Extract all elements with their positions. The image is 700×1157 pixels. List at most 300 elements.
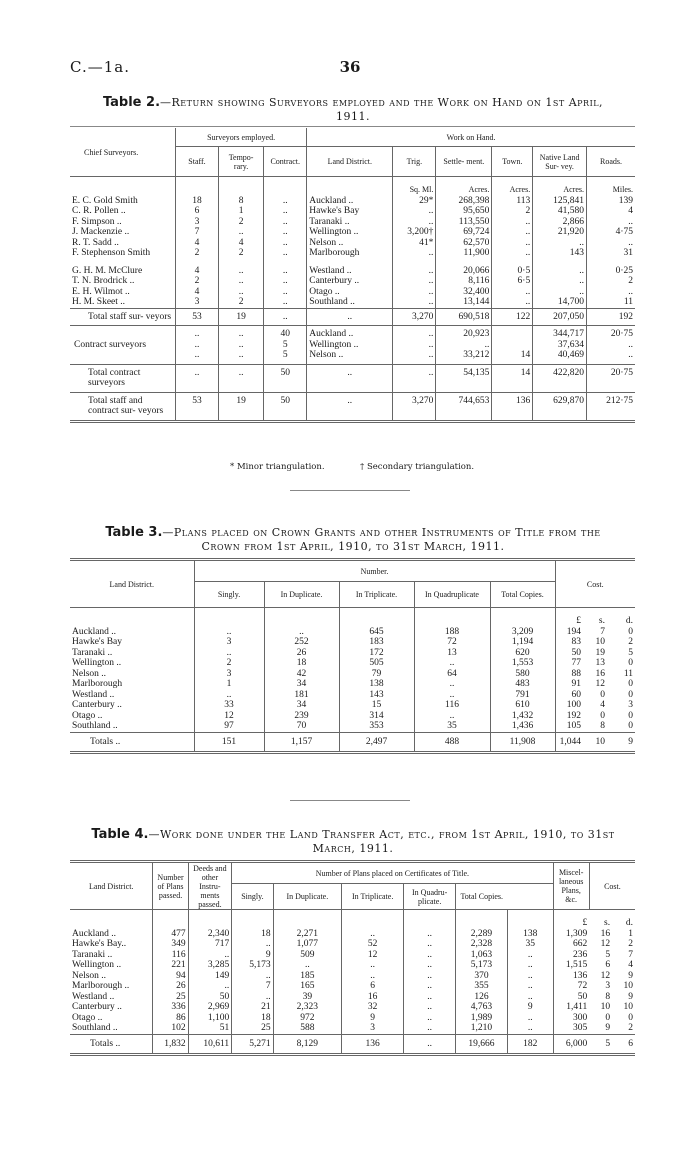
t3-cost-pence: 0: [628, 626, 633, 637]
t4-plans: 336: [153, 1002, 188, 1013]
t4-header-deeds: Deeds and other Instru- ments passed.: [188, 862, 232, 910]
t3-singly: 97: [194, 721, 264, 732]
t3-table-row: [70, 637, 635, 648]
t4-singly: 18: [232, 929, 273, 940]
t4-cost-pence: 7: [628, 949, 633, 960]
t4-header-quadruplicate: In Quadru- plicate.: [404, 884, 456, 910]
t4-cost-pence: 0: [628, 1012, 633, 1023]
t4-duplicate: 39: [273, 992, 341, 1003]
t2-total-contract-staff: ..: [175, 364, 218, 392]
t3-cost-pounds: 91: [555, 679, 583, 690]
t3-quadruplicate: ..: [414, 679, 490, 690]
t4-cost-pounds: 72: [553, 981, 589, 992]
t2-total-staff-town: 122: [492, 308, 533, 326]
t4-quadruplicate: ..: [404, 981, 456, 992]
t4-plans: 94: [153, 971, 188, 982]
t4-header-triplicate: In Triplicate.: [342, 884, 404, 910]
t4-deeds: ..: [188, 981, 232, 992]
t2-town: 0·5: [492, 266, 533, 277]
t2-staff: 6: [175, 206, 218, 217]
t2-contract-staff: ..: [175, 350, 218, 364]
t4-cost-pence: 1: [628, 928, 633, 939]
t3-totals-row: [70, 732, 635, 753]
t4-plans: 116: [153, 950, 188, 961]
t2-total-staff-district: ..: [307, 308, 393, 326]
t2-contract-trig: ..: [393, 340, 436, 351]
t2-staff: 2: [175, 248, 218, 259]
t2-temporary: ..: [219, 287, 264, 298]
t2-contract-contract: 5: [264, 350, 307, 364]
t2-surveyor-name: C. R. Pollen ..: [72, 206, 126, 216]
table4-title: [68, 828, 638, 856]
t4-triplicate: 6: [342, 981, 404, 992]
t4-misc: ..: [507, 1023, 553, 1034]
t3-quadruplicate: 35: [414, 721, 490, 732]
t2-total-all-town: 136: [492, 392, 533, 421]
t2-contract-contract: 5: [264, 340, 307, 351]
t2-total-all-row: [70, 392, 635, 421]
t2-contract-trig: ..: [393, 326, 436, 340]
t2-total-staff-contract: ..: [264, 308, 307, 326]
t4-cost-pounds: 300: [553, 1013, 589, 1024]
t4-header-cost: Cost.: [589, 862, 635, 910]
t2-total-staff-row: [70, 308, 635, 326]
t2-contract: ..: [264, 266, 307, 277]
t4-duplicate: 2,323: [273, 1002, 341, 1013]
t4-district: Nelson ..: [72, 970, 107, 981]
t2-native: 143: [533, 248, 587, 259]
t4-table-row: [70, 1023, 635, 1034]
t3-cost-pounds: 192: [555, 711, 583, 722]
table3: [70, 558, 635, 754]
t2-native: ..: [533, 276, 587, 287]
t2-settlement: 8,116: [436, 276, 492, 287]
t2-native: 14,700: [533, 297, 587, 308]
t4-totals-shillings: 5: [605, 1038, 611, 1049]
t4-singly: 7: [232, 981, 273, 992]
t2-total-all-staff: 53: [175, 392, 218, 421]
t2-surveyor-name: F. Stephenson Smith: [72, 248, 151, 258]
t4-misc: ..: [507, 981, 553, 992]
t4-quadruplicate: ..: [404, 1023, 456, 1034]
t2-units-row: [70, 177, 635, 196]
t3-cost-shillings: 7: [600, 626, 605, 637]
t2-contract-settle: 33,212: [436, 350, 492, 364]
t4-singly: ..: [232, 992, 273, 1003]
t4-table-row: [70, 929, 635, 940]
t2-contract-staff: ..: [175, 326, 218, 340]
t4-deeds: 1,100: [188, 1013, 232, 1024]
t2-total-contract-trig: ..: [393, 364, 436, 392]
t3-triplicate: 183: [339, 637, 414, 648]
t3-district: Wellington ..: [72, 658, 122, 668]
t4-totals-singly: 5,271: [232, 1034, 273, 1055]
t3-triplicate: 143: [339, 690, 414, 701]
t2-surveyor-name: F. Simpson ..: [72, 216, 122, 227]
t3-district: Otago ..: [72, 710, 103, 721]
t4-district: Westland ..: [72, 991, 115, 1002]
t2-total-contract-town: 14: [492, 364, 533, 392]
t3-quadruplicate: ..: [414, 658, 490, 669]
t3-quadruplicate: ..: [414, 711, 490, 722]
t3-table-row: [70, 679, 635, 690]
t4-cost-pounds: 1,411: [553, 1002, 589, 1013]
t3-header-district: Land District.: [109, 579, 154, 589]
t4-table-row: [70, 960, 635, 971]
t2-district: Taranaki ..: [307, 217, 393, 228]
t2-town: ..: [492, 227, 533, 238]
t3-table-row: [70, 648, 635, 659]
t4-quadruplicate: ..: [404, 929, 456, 940]
t3-district: Nelson ..: [72, 668, 107, 679]
t2-total-staff-temp: 19: [219, 308, 264, 326]
t3-cost-pence: 5: [628, 647, 633, 658]
t2-contract-temp: ..: [219, 340, 264, 351]
t2-contract-native: 37,634: [533, 340, 587, 351]
t4-triplicate: 52: [342, 939, 404, 950]
t3-total: 1,436: [490, 721, 555, 732]
t4-header-misc: Miscel- laneous Plans, &c.: [553, 862, 589, 910]
t3-duplicate: 239: [264, 711, 339, 722]
t4-misc: 35: [507, 939, 553, 950]
t3-table-row: [70, 700, 635, 711]
t2-temporary: 2: [219, 297, 264, 308]
t2-settlement: 268,398: [436, 196, 492, 207]
t2-settlement: 20,066: [436, 266, 492, 277]
t2-surveyor-name: R. T. Sadd ..: [72, 237, 119, 248]
t3-cost-pounds: 83: [555, 637, 583, 648]
t4-quadruplicate: ..: [404, 992, 456, 1003]
t2-table-row: [70, 287, 635, 298]
t2-trig: 29*: [393, 196, 436, 207]
t4-misc: ..: [507, 971, 553, 982]
table2: [70, 128, 635, 423]
t3-cost-shillings: 16: [595, 668, 605, 679]
t2-total-contract-native: 422,820: [533, 364, 587, 392]
t4-header-number: Number of Plans placed on Certificates of Title.: [232, 862, 553, 884]
t4-singly: ..: [232, 939, 273, 950]
t4-table-row: [70, 1002, 635, 1013]
t3-header-duplicate: In Duplicate.: [264, 582, 339, 608]
t2-contract: ..: [264, 276, 307, 287]
t4-totals-pounds: 6,000: [553, 1034, 589, 1055]
t2-contract: ..: [264, 227, 307, 238]
t2-total-all-temp: 19: [219, 392, 264, 421]
t2-total-staff-label: Total staff sur- veyors: [88, 311, 172, 322]
t4-district: Auckland ..: [72, 928, 117, 939]
t2-total-all-native: 629,870: [533, 392, 587, 421]
t3-total: 610: [490, 700, 555, 711]
t3-totals-label: Totals ..: [90, 736, 121, 747]
t2-native: ..: [533, 266, 587, 277]
t2-total-staff-staff: 53: [175, 308, 218, 326]
t3-cost-pence: 0: [628, 679, 633, 689]
t3-cost-shillings: 19: [595, 647, 605, 658]
table2-title: [68, 96, 638, 124]
t2-settlement: 95,650: [436, 206, 492, 217]
t2-trig: ..: [393, 248, 436, 259]
t2-settlement: 11,900: [436, 248, 492, 259]
table4-title-line2: March, 1911.: [312, 842, 394, 855]
t3-cost-pence: 11: [623, 668, 633, 679]
t2-total-all-settle: 744,653: [436, 392, 492, 421]
t3-total: 620: [490, 648, 555, 659]
t4-cost-pence: 2: [628, 1023, 633, 1033]
t4-cost-pounds: 236: [553, 950, 589, 961]
t2-settlement: 13,144: [436, 297, 492, 308]
t4-totals-dup: 8,129: [273, 1034, 341, 1055]
t3-table-row: [70, 658, 635, 669]
t4-singly: 18: [232, 1013, 273, 1024]
t4-duplicate: 509: [273, 950, 341, 961]
table4-label: Table 4.: [91, 827, 149, 842]
t2-total-all-roads: 212·75: [587, 392, 635, 421]
t3-triplicate: 505: [339, 658, 414, 669]
t2-header-temporary: Tempo- rary.: [219, 147, 264, 177]
t2-header-chief: Chief Surveyors.: [84, 147, 139, 157]
t2-contract: ..: [264, 248, 307, 259]
t2-surveyor-name: T. N. Brodrick ..: [72, 276, 135, 286]
table3-title: [68, 526, 638, 554]
t2-total-staff-settle: 690,518: [436, 308, 492, 326]
t4-triplicate: 12: [342, 950, 404, 961]
t2-surveyor-name: G. H. M. McClure: [72, 265, 143, 276]
t2-header-trig: Trig.: [393, 147, 436, 177]
t2-staff: 4: [175, 287, 218, 298]
t3-header-triplicate: In Triplicate.: [339, 582, 414, 608]
t4-total: 1,063: [456, 950, 508, 961]
t2-town: ..: [492, 217, 533, 228]
t3-quadruplicate: 13: [414, 648, 490, 659]
t4-duplicate: ..: [273, 960, 341, 971]
t3-cost-shillings: 12: [595, 679, 605, 689]
t4-table-row: [70, 1013, 635, 1024]
t3-district: Auckland ..: [72, 626, 117, 637]
t4-quadruplicate: ..: [404, 1002, 456, 1013]
t3-totals-trip: 2,497: [339, 732, 414, 753]
t3-totals-pence: 9: [628, 736, 633, 747]
t4-cost-pence: 9: [628, 991, 633, 1002]
t3-cost-pence: 0: [628, 689, 633, 700]
t3-singly: ..: [194, 690, 264, 701]
t2-header-work: Work on Hand.: [307, 128, 635, 147]
t2-contract-district: Nelson ..: [307, 350, 393, 364]
t4-district: Southland ..: [72, 1023, 118, 1033]
t2-table-row: [70, 276, 635, 287]
t2-trig: ..: [393, 217, 436, 228]
t4-misc: 9: [507, 1002, 553, 1013]
t2-district: Marlborough: [307, 248, 393, 259]
t2-contract: ..: [264, 287, 307, 298]
t2-contract-native: 40,469: [533, 350, 587, 364]
t2-settlement: 69,724: [436, 227, 492, 238]
t4-header-district: Land District.: [88, 881, 134, 891]
t3-quadruplicate: ..: [414, 690, 490, 701]
t2-temporary: ..: [219, 266, 264, 277]
table2-label: Table 2.: [102, 95, 161, 110]
t2-contract-temp: ..: [219, 350, 264, 364]
t3-triplicate: 353: [339, 721, 414, 732]
t4-table-row: [70, 971, 635, 982]
t2-total-contract-label: Total contract surveyors: [88, 367, 141, 388]
t3-cost-pounds: 50: [555, 648, 583, 659]
t2-table-row: [70, 238, 635, 249]
t2-roads: 4: [587, 206, 635, 217]
t2-temporary: 4: [219, 238, 264, 249]
t2-district: Canterbury ..: [307, 276, 393, 287]
t4-total: 355: [456, 981, 508, 992]
t2-total-staff-trig: 3,270: [393, 308, 436, 326]
t2-district: Auckland ..: [307, 196, 393, 207]
t2-native: ..: [533, 287, 587, 298]
t2-temporary: ..: [219, 276, 264, 287]
t2-total-all-district: ..: [307, 392, 393, 421]
t4-table-row: [70, 992, 635, 1003]
t2-native: 41,580: [533, 206, 587, 217]
t2-district: Westland ..: [307, 266, 393, 277]
t2-header-town: Town.: [492, 147, 533, 177]
t2-staff: 3: [175, 217, 218, 228]
t4-singly: 25: [232, 1023, 273, 1034]
t4-plans: 86: [153, 1013, 188, 1024]
t3-duplicate: 26: [264, 648, 339, 659]
t4-duplicate: 1,077: [273, 939, 341, 950]
t2-table-row: [70, 266, 635, 277]
t4-quadruplicate: ..: [404, 971, 456, 982]
t3-table-row: [70, 627, 635, 638]
t4-cost-shillings: 9: [605, 1023, 611, 1033]
table3-title-line2: Crown from 1st April, 1910, to 31st March, 1911.: [201, 540, 505, 553]
t4-singly: ..: [232, 971, 273, 982]
t3-triplicate: 15: [339, 700, 414, 711]
page-reference: C.—1a.: [70, 58, 130, 76]
t3-cost-shillings: 4: [600, 700, 605, 710]
t3-quadruplicate: 116: [414, 700, 490, 711]
t4-totals-deeds: 10,611: [188, 1034, 232, 1055]
t4-totals-trip: 136: [342, 1034, 404, 1055]
t3-singly: 1: [194, 679, 264, 690]
t2-roads: ..: [587, 287, 635, 298]
t4-total: 5,173: [456, 960, 508, 971]
t3-total: 1,194: [490, 637, 555, 648]
t4-quadruplicate: ..: [404, 1013, 456, 1024]
t2-temporary: 2: [219, 217, 264, 228]
t2-contract-district: Wellington ..: [307, 340, 393, 351]
t3-cost-pence: 0: [628, 658, 633, 668]
t2-town: ..: [492, 238, 533, 249]
t2-contract: ..: [264, 217, 307, 228]
t4-cost-shillings: 8: [605, 991, 611, 1002]
t3-header-quadruplicate: In Quadruplicate: [414, 582, 490, 608]
t2-surveyor-name: E. C. Gold Smith: [72, 195, 138, 206]
t4-deeds: 50: [188, 992, 232, 1003]
t2-roads: 139: [587, 196, 635, 207]
t2-town: 6·5: [492, 276, 533, 287]
t2-district: Wellington ..: [307, 227, 393, 238]
t4-totals-row: [70, 1034, 635, 1055]
t2-roads: ..: [587, 238, 635, 249]
t3-cost-shillings: 8: [600, 721, 605, 731]
table2-title-line2: 1911.: [336, 110, 370, 123]
t2-unit-town: Acres.: [492, 177, 533, 196]
t3-district: Canterbury ..: [72, 700, 122, 710]
t2-contract: ..: [264, 238, 307, 249]
t2-native: 2,866: [533, 217, 587, 228]
t3-cost-pence: 3: [628, 700, 633, 710]
t2-contract-label: Contract surveyors: [74, 339, 147, 350]
t3-singly: ..: [194, 648, 264, 659]
t4-table-row: [70, 939, 635, 950]
t2-contract-town: [492, 340, 533, 351]
t2-staff: 2: [175, 276, 218, 287]
t4-district: Canterbury ..: [72, 1002, 122, 1012]
t2-temporary: 8: [219, 196, 264, 207]
t2-trig: 41*: [393, 238, 436, 249]
t2-total-all-label: Total staff and contract sur- veyors: [88, 395, 164, 416]
separator-rule: [290, 490, 410, 491]
t3-table-row: [70, 721, 635, 732]
t3-total: 1,553: [490, 658, 555, 669]
t3-district: Hawke's Bay: [72, 637, 122, 647]
table4: [70, 860, 635, 1056]
t4-total: 1,989: [456, 1013, 508, 1024]
t3-triplicate: 172: [339, 648, 414, 659]
t3-singly: 2: [194, 658, 264, 669]
t2-table-row: [70, 206, 635, 217]
t4-total: 4,763: [456, 1002, 508, 1013]
t4-cost-shillings: 3: [605, 981, 611, 991]
t2-table-row: [70, 196, 635, 207]
t2-header-roads: Roads.: [587, 147, 635, 177]
t4-cost-pence: 2: [628, 939, 633, 949]
t4-misc: ..: [507, 960, 553, 971]
t4-singly: 9: [232, 950, 273, 961]
t2-total-staff-roads: 192: [587, 308, 635, 326]
t2-contract-row-0: [70, 326, 635, 340]
t3-district: Southland ..: [72, 721, 118, 731]
t3-unit-pence: d.: [625, 616, 633, 626]
t3-singly: 3: [194, 637, 264, 648]
t2-trig: ..: [393, 266, 436, 277]
t2-trig: ..: [393, 287, 436, 298]
t2-roads: 2: [587, 276, 635, 287]
t2-native: 21,920: [533, 227, 587, 238]
t4-cost-shillings: 12: [600, 939, 611, 949]
t3-cost-shillings: 0: [600, 710, 605, 721]
t4-cost-pence: 10: [623, 1002, 633, 1012]
t3-duplicate: 42: [264, 669, 339, 680]
t2-header-contract: Contract.: [264, 147, 307, 177]
t4-singly: 5,173: [232, 960, 273, 971]
t2-settlement: 32,400: [436, 287, 492, 298]
t3-triplicate: 138: [339, 679, 414, 690]
t2-roads: 31: [587, 248, 635, 259]
t3-singly: 12: [194, 711, 264, 722]
t2-native: ..: [533, 238, 587, 249]
t4-plans: 477: [153, 929, 188, 940]
t4-cost-pence: 4: [628, 960, 633, 970]
t2-total-contract-district: ..: [307, 364, 393, 392]
t4-deeds: 2,340: [188, 929, 232, 940]
t2-total-all-trig: 3,270: [393, 392, 436, 421]
t3-singly: 3: [194, 669, 264, 680]
t4-cost-shillings: 5: [605, 949, 611, 960]
t2-contract: ..: [264, 206, 307, 217]
t3-header-total: Total Copies.: [490, 582, 555, 608]
t3-triplicate: 645: [339, 627, 414, 638]
t4-triplicate: 3: [342, 1023, 404, 1034]
t2-contract-contract: 40: [264, 326, 307, 340]
